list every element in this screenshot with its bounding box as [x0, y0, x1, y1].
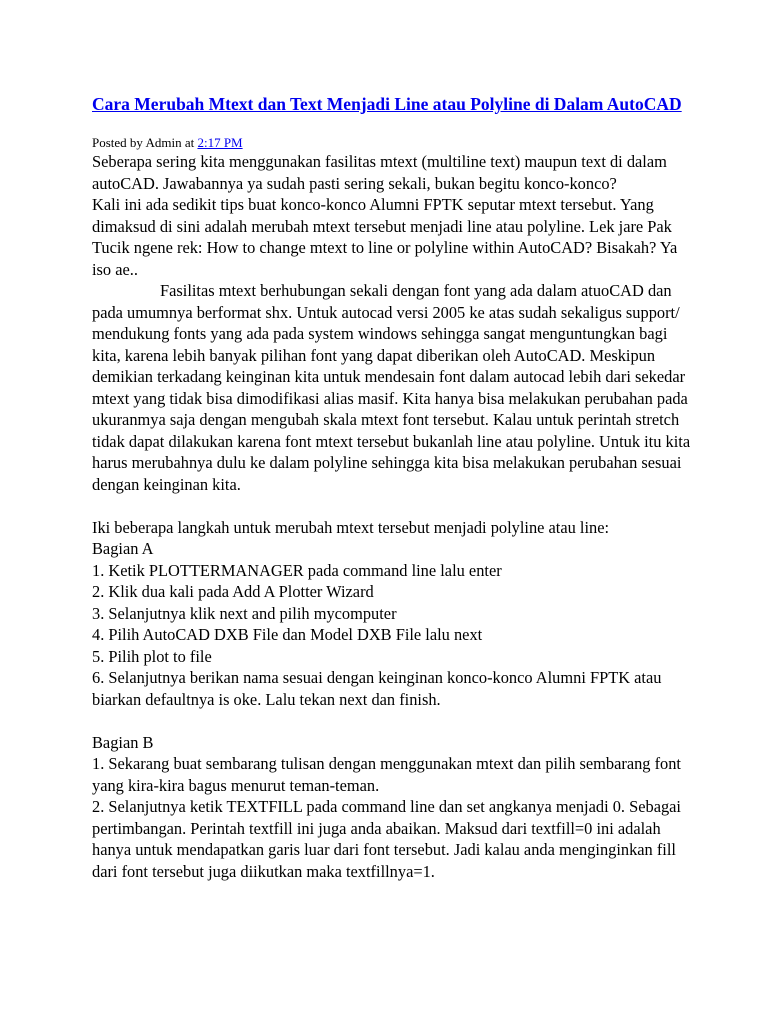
step-item: 2. Selanjutnya ketik TEXTFILL pada command line dan set angkanya menjadi 0. Sebagai pertimbangan. Perintah textfill ini juga anda abaikan. Maksud dari textfill=0 ini adalah hanya untuk mendapatkan garis luar dari font tersebut. Jadi kalau anda menginginkan fill dari font tersebut juga diikutkan maka textfillnya=1. [92, 797, 681, 881]
post-author: Posted by Admin at [92, 135, 198, 150]
blank-line [92, 495, 692, 517]
steps-intro: Iki beberapa langkah untuk merubah mtext tersebut menjadi polyline atau line: [92, 517, 610, 537]
step-item: 1. Ketik PLOTTERMANAGER pada command line lalu enter [92, 560, 502, 580]
post-time-link[interactable]: 2:17 PM [197, 135, 243, 150]
post-title [92, 93, 692, 115]
step-item: 6. Selanjutnya berikan nama sesuai dengan keinginan konco-konco Alumni FPTK atau biarkan defaultnya is oke. Lalu tekan next dan finish. [92, 668, 662, 709]
step-item: 1. Sekarang buat sembarang tulisan dengan menggunakan mtext dan pilih sembarang font yang kira-kira bagus menurut teman-teman. [92, 754, 681, 795]
step-item: 2. Klik dua kali pada Add A Plotter Wizard [92, 582, 374, 601]
blank-line [92, 710, 692, 732]
main-paragraph: Fasilitas mtext berhubungan sekali dengan font yang ada dalam atuoCAD dan pada umumnya berformat shx. Untuk autocad versi 2005 ke atas sudah sekaligus support/ mendukung fonts yang ada pada system windows sehingga sangat menguntungkan bagi kita, karena lebih banyak pilihan font yang dapat diberikan oleh AutoCAD. Meskipun demikian terkadang keinginan kita untuk mendesain font dalam autocad lebih dari sekedar mtext yang tidak bisa dimodifikasi alias masif. Kita hanya bisa melakukan perubahan pada ukuranmya saja dengan mengubah skala mtext font tersebut. Kalau untuk perintah stretch tidak dapat dilakukan karena font mtext tersebut bukanlah line atau polyline. Untuk itu kita harus merubahnya dulu ke dalam polyline sehingga kita bisa melakukan perubahan sesuai dengan keinginan kita. [92, 281, 691, 494]
part-b-heading: Bagian B [92, 732, 154, 752]
post-title-link[interactable]: Cara Merubah Mtext dan Text Menjadi Line atau Polyline di Dalam AutoCAD [92, 94, 682, 114]
intro-paragraph: Kali ini ada sedikit tips buat konco-konco Alumni FPTK seputar mtext tersebut. Yang dimaksud di sini adalah merubah mtext tersebut menjadi line atau polyline. Lek jare Pak Tucik ngene rek: How to change mtext to line or polyline within AutoCAD? Bisakah? Ya iso ae.. [92, 195, 678, 279]
post-meta [92, 135, 692, 151]
intro-paragraph: Seberapa sering kita menggunakan fasilitas mtext (multiline text) maupun text di dalam autoCAD. Jawabannya ya sudah pasti sering sekali, bukan begitu konco-konco? [92, 152, 667, 193]
step-item: 5. Pilih plot to file [92, 646, 212, 666]
blog-post [92, 93, 692, 882]
post-body [92, 151, 692, 882]
part-a-heading: Bagian A [92, 539, 154, 558]
step-item: 4. Pilih AutoCAD DXB File dan Model DXB File lalu next [92, 625, 483, 644]
step-item: 3. Selanjutnya klik next and pilih mycomputer [92, 603, 397, 623]
